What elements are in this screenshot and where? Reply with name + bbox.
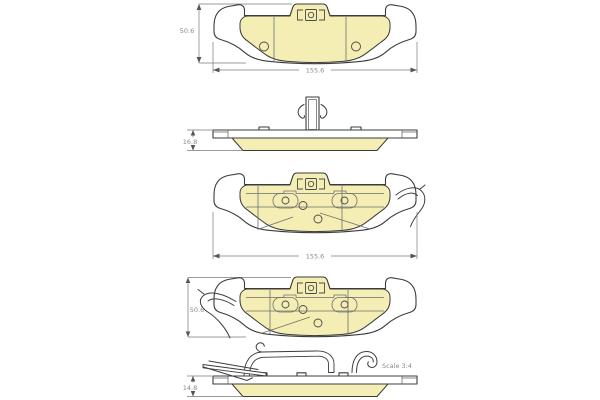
front-width-label: 155.6: [305, 66, 325, 75]
spring-hook-inner: [357, 356, 374, 372]
front-height-label: 50.6: [179, 27, 195, 35]
arrow-left-icon: [213, 68, 220, 73]
arrow-up-icon: [191, 130, 196, 136]
backplate-edge: [213, 130, 417, 138]
arrow-down-icon: [186, 332, 191, 338]
arrow-right-icon: [411, 68, 418, 73]
arrow-up-icon: [191, 376, 196, 382]
spring-hook-right: [321, 105, 327, 119]
edge-top-thickness-label: 16.8: [182, 138, 198, 146]
spring-hook-left: [298, 105, 304, 119]
pad-front-view: [214, 4, 416, 64]
arrow-down-icon: [197, 57, 202, 63]
friction-material-edge: [232, 138, 388, 151]
pad-back-view-left-sensor: [198, 277, 416, 338]
arrow-left-icon: [213, 254, 220, 259]
wear-sensor-tip: [420, 185, 426, 190]
edge-bottom-thickness-label: 14.8: [182, 384, 198, 392]
friction-material-edge: [232, 384, 388, 397]
spring-curl: [256, 343, 264, 352]
retainer-lug: [306, 97, 319, 131]
wear-sensor-tip: [198, 290, 204, 295]
backplate-edge: [213, 376, 417, 384]
pad-back-view-right-sensor: [214, 173, 425, 233]
scale-label: Scale 3:4: [381, 362, 413, 370]
back-height-label: 50.6: [189, 306, 205, 314]
back-width-label: 155.6: [305, 252, 325, 261]
arrow-up-icon: [186, 278, 191, 284]
arrow-right-icon: [411, 254, 418, 259]
pad-edge-top-view: [213, 97, 417, 151]
arrow-up-icon: [197, 4, 202, 10]
